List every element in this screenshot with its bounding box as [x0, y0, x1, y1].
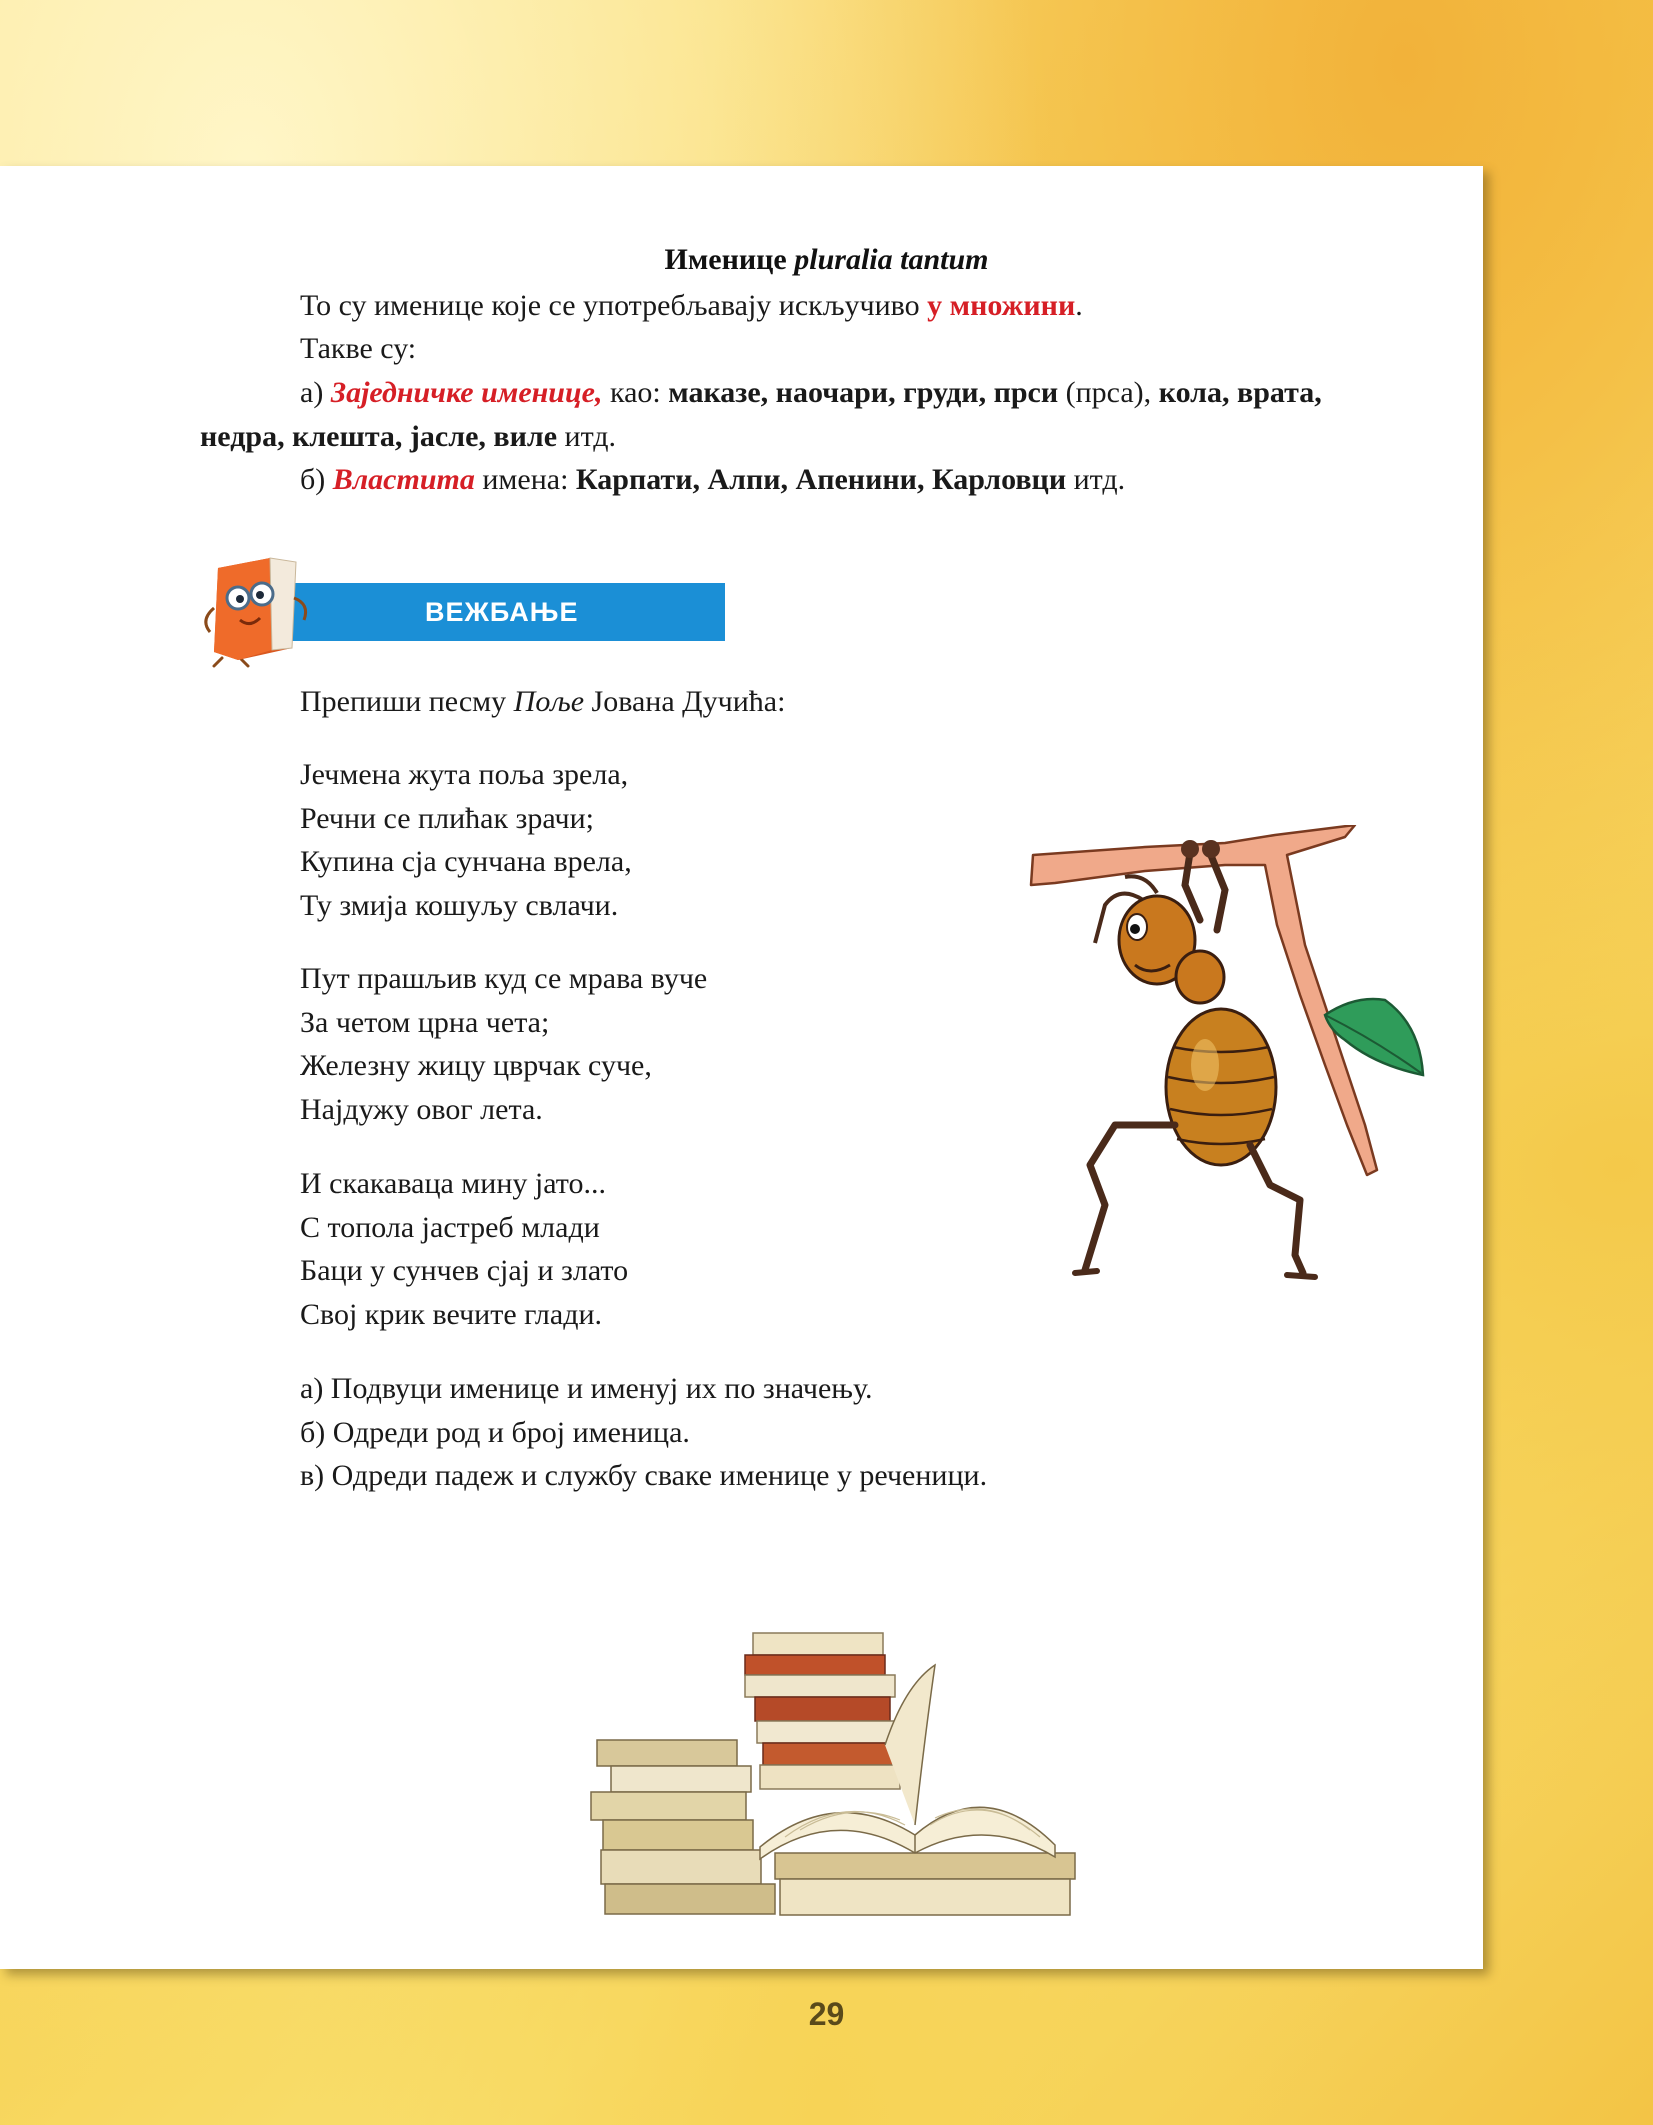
- poem-line: Железну жицу цврчак суче,: [300, 1049, 652, 1082]
- item-a-line-1: а) Заједничке именице, као: маказе, наочари, груди, прси (прса), кола, врата,: [300, 376, 1322, 409]
- ant-illustration: [1025, 825, 1440, 1285]
- item-b-line: б) Властита имена: Карпати, Алпи, Апенини, Карловци итд.: [300, 463, 1126, 496]
- poem-line: Баци у сунчев сјај и злато: [300, 1254, 629, 1287]
- task-item: в) Одреди падеж и службу сваке именице у реченици.: [300, 1459, 988, 1492]
- exercise-instruction: Препиши песму Поље Јована Дучића:: [300, 685, 786, 718]
- poem-line: Најдужу овог лета.: [300, 1093, 543, 1126]
- poem-line: Пут прашљив куд се мрава вуче: [300, 962, 708, 995]
- poem-line: За четом црна чета;: [300, 1006, 550, 1039]
- poem-line: И скакаваца мину јато...: [300, 1167, 606, 1200]
- exercise-banner: [270, 583, 725, 641]
- poem-line: С топола јастреб млади: [300, 1211, 600, 1244]
- page-number: 29: [808, 1996, 845, 2032]
- books-illustration: [585, 1625, 1095, 1925]
- poem-line: Свој крик вечите глади.: [300, 1298, 603, 1331]
- poem-line: Јечмена жута поља зрела,: [300, 758, 629, 791]
- poem-line: Речни се плићак зрачи;: [300, 802, 594, 835]
- intro-line-2: Такве су:: [300, 332, 417, 365]
- task-item: а) Подвуци именице и именуј их по значењу.: [300, 1372, 873, 1405]
- section-title: Именице pluralia tantum: [664, 243, 989, 276]
- intro-line-1: То су именице које се употребљавају искључиво у множини.: [300, 289, 1083, 322]
- poem-line: Ту змија кошуљу свлачи.: [300, 889, 619, 922]
- exercise-banner-label: ВЕЖБАЊЕ: [425, 597, 579, 627]
- item-a-line-2: недра, клешта, јасле, виле итд.: [200, 420, 617, 453]
- task-item: б) Одреди род и број именица.: [300, 1416, 690, 1449]
- book-mascot-icon: [200, 548, 320, 670]
- poem-line: Купина сја сунчана врела,: [300, 845, 632, 878]
